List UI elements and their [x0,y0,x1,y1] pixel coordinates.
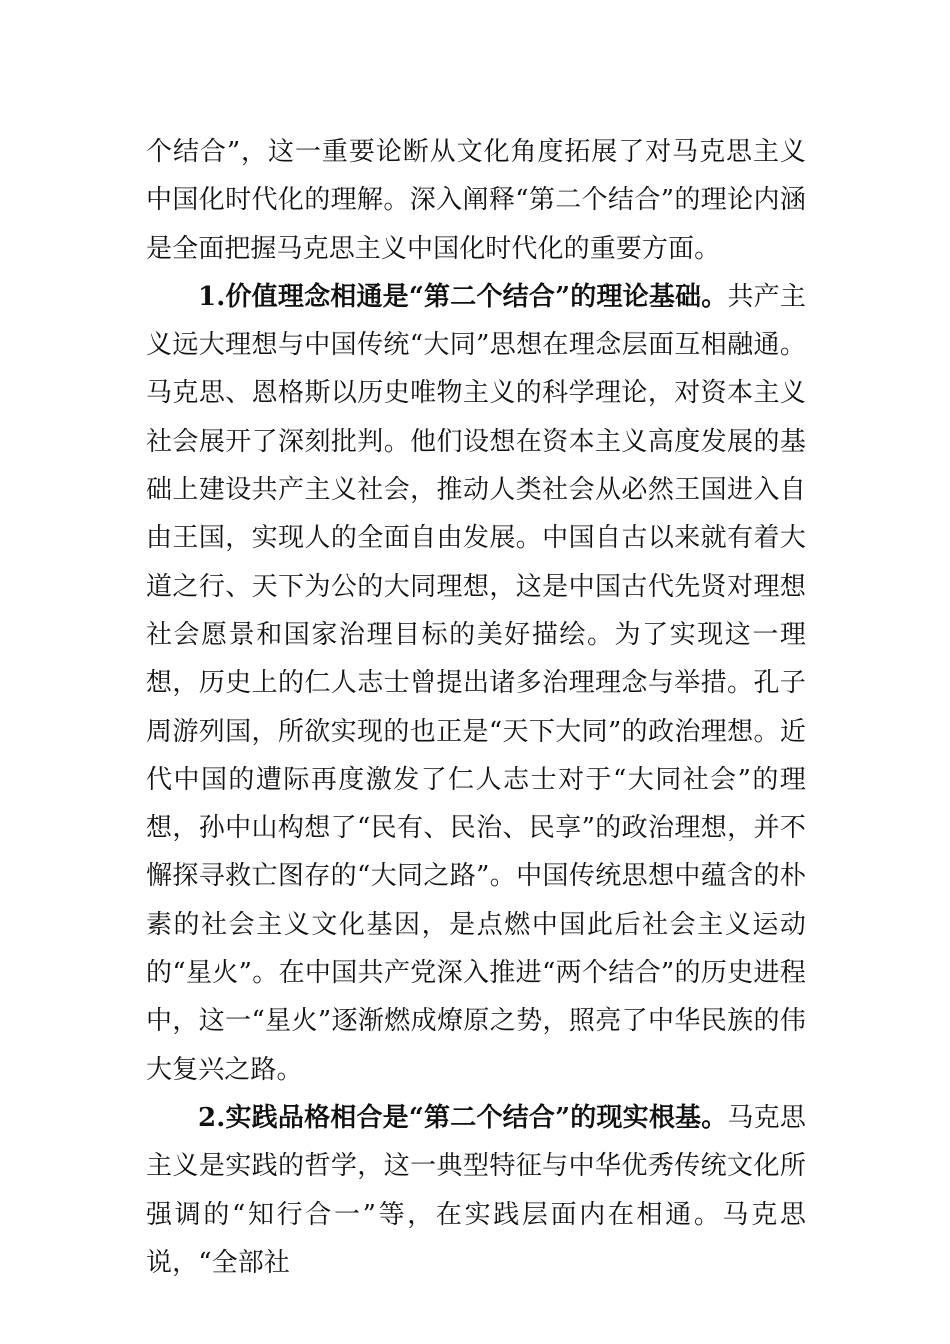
paragraph-body: 个结合”，这一重要论断从文化角度拓展了对马克思主义中国化时代化的理解。深入阐释“第二个结合”的理论内涵是全面把握马克思主义中国化时代化的重要方面。 [146,137,806,264]
paragraph-body: 共产主义远大理想与中国传统“大同”思想在理念层面互相融通。马克思、恩格斯以历史唯物主义的科学理论，对资本主义社会展开了深刻批判。他们设想在资本主义高度发展的基础上建设共产主义社会，推动人类社会从必然王国进入自由王国，实现人的全面自由发展。中国自古以来就有着大道之行、天下为公的大同理想，这是中国古代先贤对理想社会愿景和国家治理目标的美好描绘。为了实现这一理想，历史上的仁人志士曾提出诸多治理理念与举措。孔子周游列国，所欲实现的也正是“天下大同”的政治理想。近代中国的遭际再度激发了仁人志士对于“大同社会”的理想，孙中山构想了“民有、民治、民享”的政治理想，并不懈探寻救亡图存的“大同之路”。中国传统思想中蕴含的朴素的社会主义文化基因，是点燃中国此后社会主义运动的“星火”。在中国共产党深入推进“两个结合”的历史进程中，这一“星火”逐渐燃成燎原之势，照亮了中华民族的伟大复兴之路。 [146,281,806,1085]
paragraph-heading: 2.实践品格相合是“第二个结合”的现实根基。 [198,1102,728,1133]
paragraph-heading: 1.价值理念相通是“第二个结合”的理论基础。 [198,281,728,312]
paragraph-body: 马克思主义是实践的哲学，这一典型特征与中华优秀传统文化所强调的“知行合一”等，在实践层面内在相通。马克思说，“全部社 [146,1102,806,1278]
paragraph-point-1 [146,273,806,1094]
paragraph-point-2 [146,1094,806,1287]
paragraph-intro [146,128,806,273]
document-body [146,128,806,1287]
